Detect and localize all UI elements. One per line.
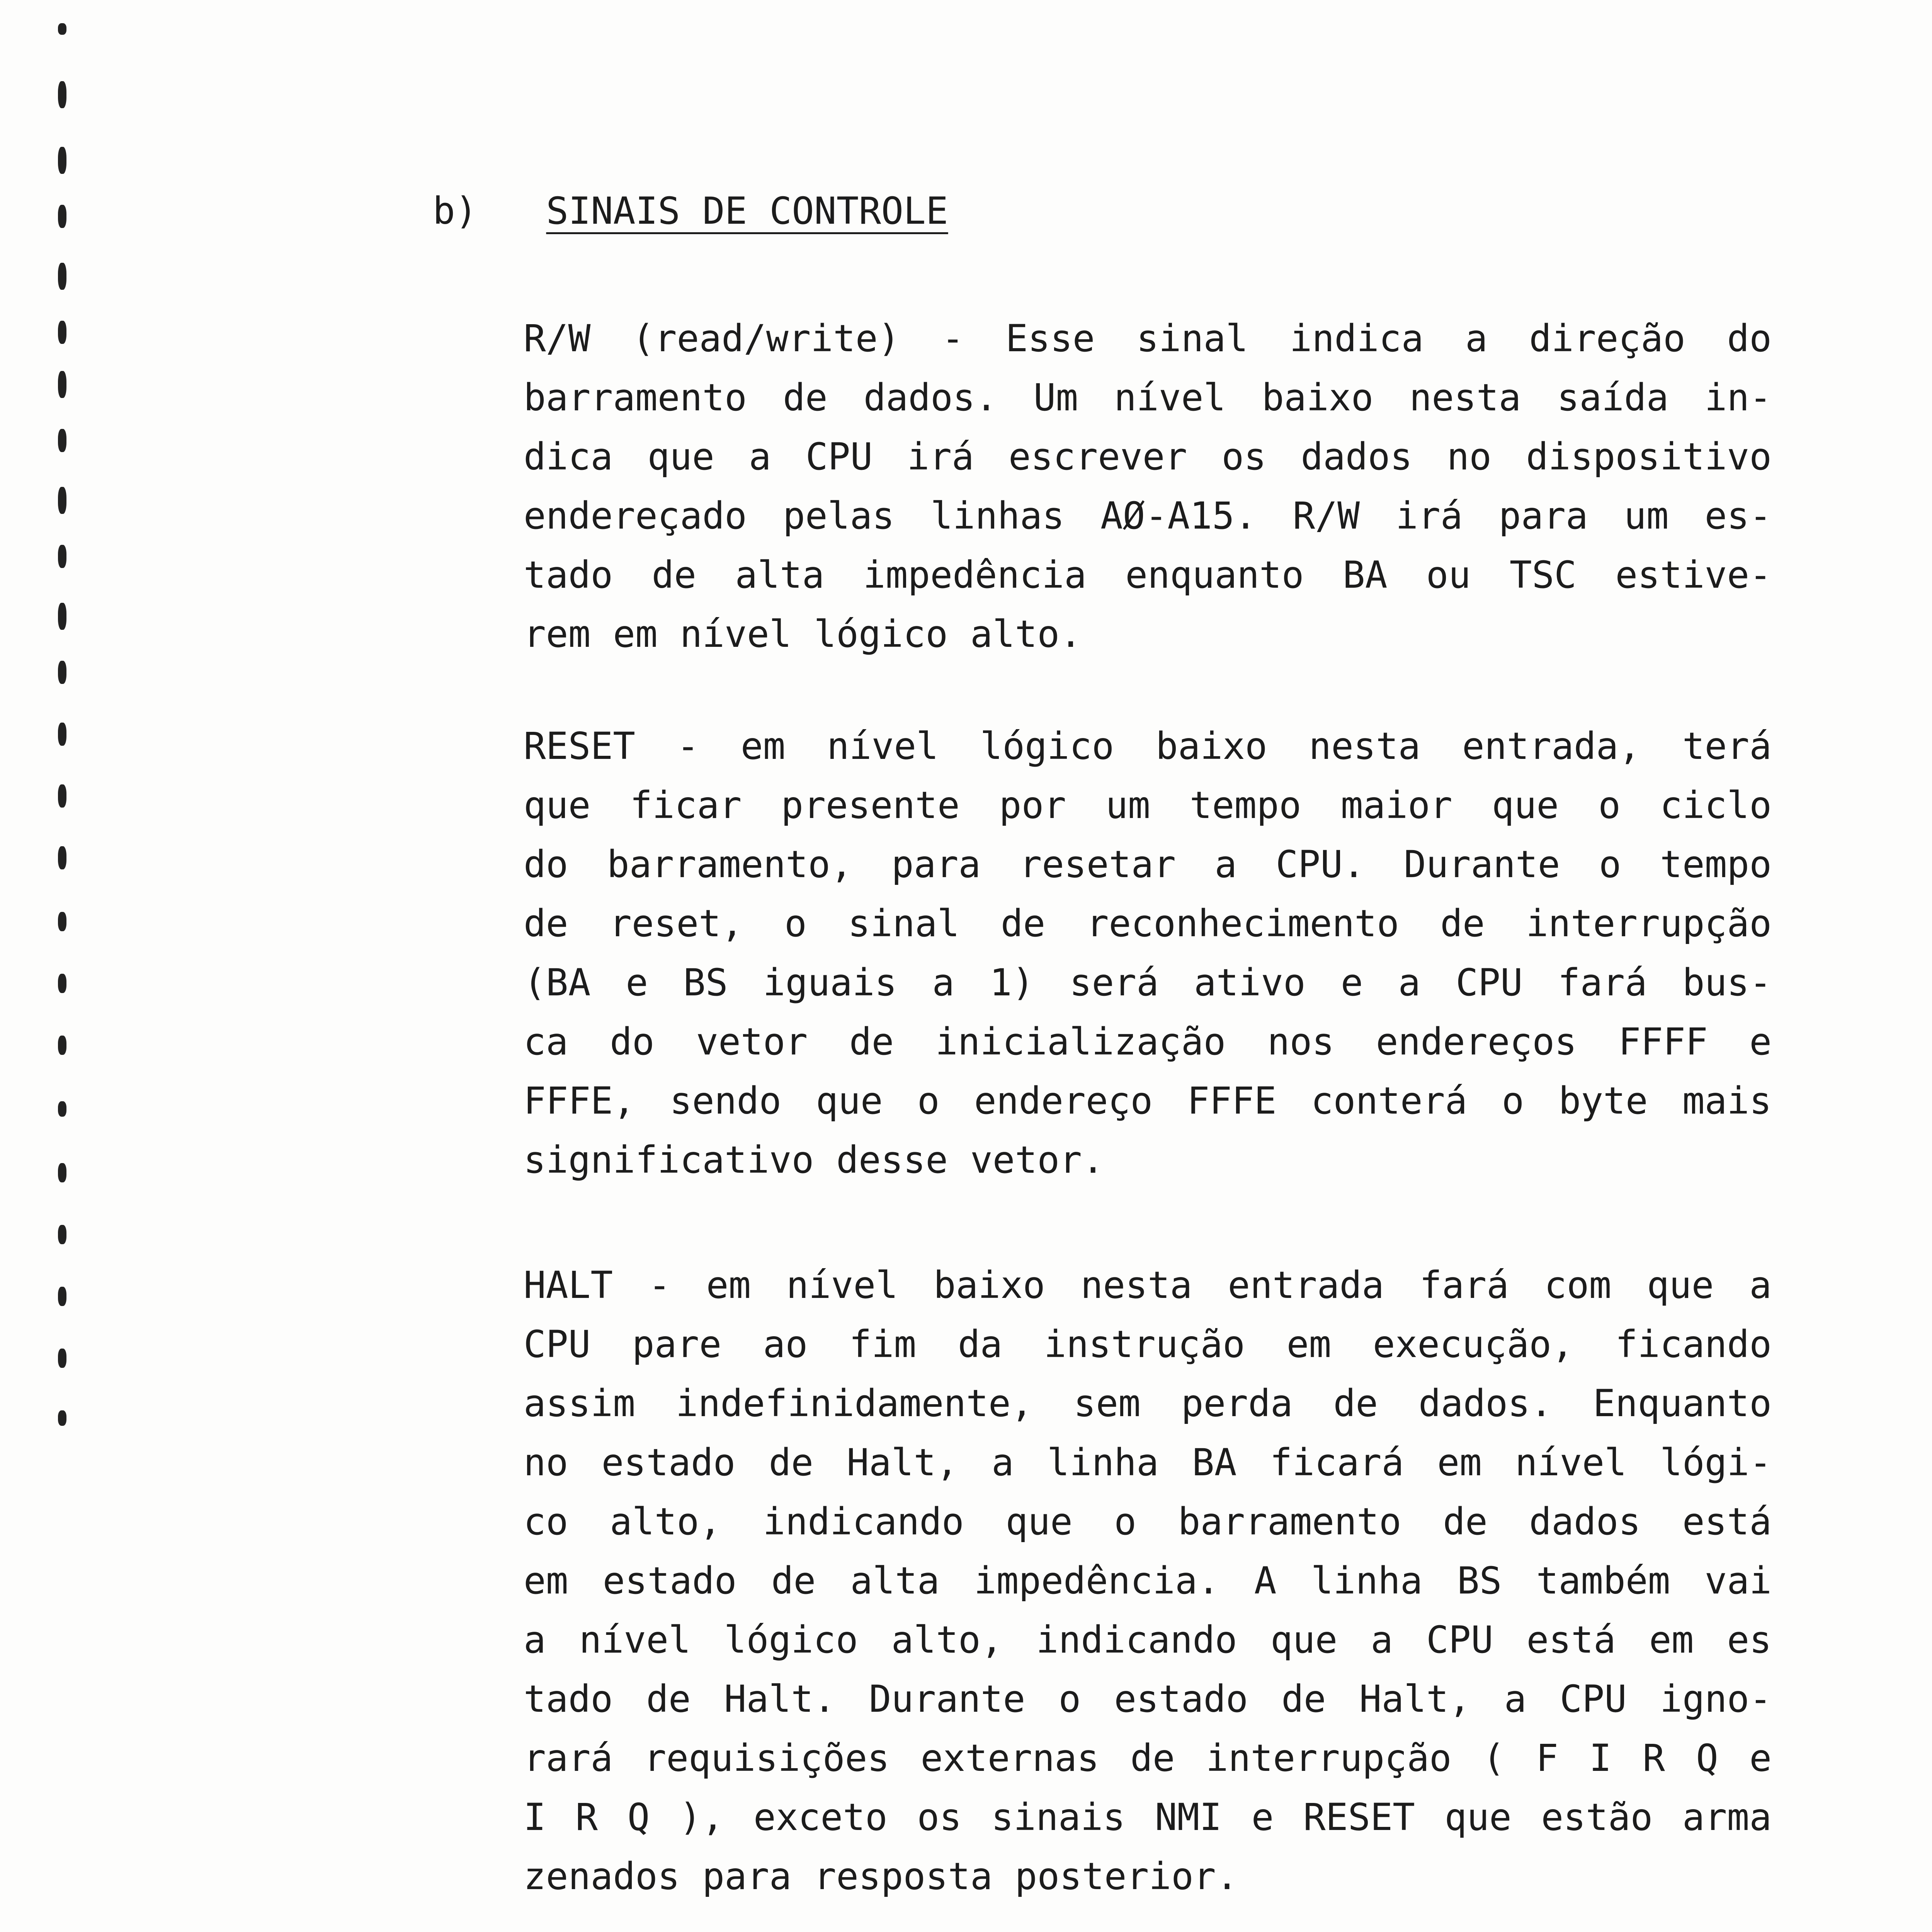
punch-mark: [58, 321, 66, 344]
punch-mark: [58, 147, 66, 174]
text-line: FFFE, sendo que o endereço FFFE conterá o byte mais: [524, 1079, 1772, 1122]
punch-mark: [58, 723, 66, 746]
binder-punch-marks: [58, 23, 81, 1453]
section-marker: b): [433, 189, 478, 233]
text-line: dica que a CPU irá escrever os dados no dispositivo: [524, 435, 1772, 478]
text-line: RESET - em nível lógico baixo nesta entrada, terá: [524, 724, 1772, 768]
punch-mark: [58, 1287, 66, 1306]
punch-mark: [58, 912, 66, 931]
text-line: tado de alta impedência enquanto BA ou TSC estive-: [524, 553, 1772, 597]
text-line: co alto, indicando que o barramento de dados está: [524, 1500, 1772, 1543]
punch-mark: [58, 429, 66, 452]
punch-mark: [58, 205, 66, 228]
text-line: rem em nível lógico alto.: [524, 612, 1082, 656]
text-line: endereçado pelas linhas AØ-A15. R/W irá para um es-: [524, 494, 1772, 537]
punch-mark: [58, 784, 66, 808]
punch-mark: [58, 1225, 66, 1244]
punch-mark: [58, 1163, 66, 1182]
text-line: I R Q ), exceto os sinais NMI e RESET que estão arma: [524, 1796, 1772, 1839]
punch-mark: [58, 603, 66, 630]
punch-mark: [58, 1410, 66, 1426]
punch-mark: [58, 1036, 66, 1055]
text-line: R/W (read/write) - Esse sinal indica a direção do: [524, 317, 1772, 360]
text-line: de reset, o sinal de reconhecimento de interrupção: [524, 902, 1772, 945]
text-line: que ficar presente por um tempo maior que o ciclo: [524, 784, 1772, 827]
punch-mark: [58, 846, 66, 869]
punch-mark: [58, 1101, 66, 1117]
punch-mark: [58, 974, 66, 993]
punch-mark: [58, 81, 66, 108]
text-line: do barramento, para resetar a CPU. Durante o tempo: [524, 843, 1772, 886]
text-line: (BA e BS iguais a 1) será ativo e a CPU fará bus-: [524, 961, 1772, 1004]
punch-mark: [58, 23, 66, 35]
punch-mark: [58, 545, 66, 568]
punch-mark: [58, 661, 66, 684]
punch-mark: [58, 487, 66, 514]
text-line: em estado de alta impedência. A linha BS também vai: [524, 1559, 1772, 1602]
text-line: a nível lógico alto, indicando que a CPU está em es: [524, 1618, 1772, 1662]
text-line: significativo desse vetor.: [524, 1138, 1104, 1182]
paragraph-rw: [524, 309, 1772, 664]
text-line: CPU pare ao fim da instrução em execução, ficando: [524, 1323, 1772, 1366]
section-title: SINAIS DE CONTROLE: [546, 189, 948, 233]
text-line: ca do vetor de inicialização nos endereços FFFF e: [524, 1020, 1772, 1063]
text-line: no estado de Halt, a linha BA ficará em nível lógi-: [524, 1441, 1772, 1484]
punch-mark: [58, 263, 66, 290]
paragraph-reset: [524, 717, 1772, 1190]
section-heading: [433, 189, 948, 233]
text-line: assim indefinidamente, sem perda de dados. Enquanto: [524, 1382, 1772, 1425]
text-line: tado de Halt. Durante o estado de Halt, a CPU igno-: [524, 1677, 1772, 1721]
punch-mark: [58, 1349, 66, 1368]
text-line: rará requisições externas de interrupção ( F I R Q e: [524, 1736, 1772, 1780]
text-line: barramento de dados. Um nível baixo nesta saída in-: [524, 376, 1772, 419]
punch-mark: [58, 371, 66, 398]
text-line: HALT - em nível baixo nesta entrada fará com que a: [524, 1264, 1772, 1307]
paragraph-halt: [524, 1256, 1772, 1906]
text-line: zenados para resposta posterior.: [524, 1855, 1238, 1898]
